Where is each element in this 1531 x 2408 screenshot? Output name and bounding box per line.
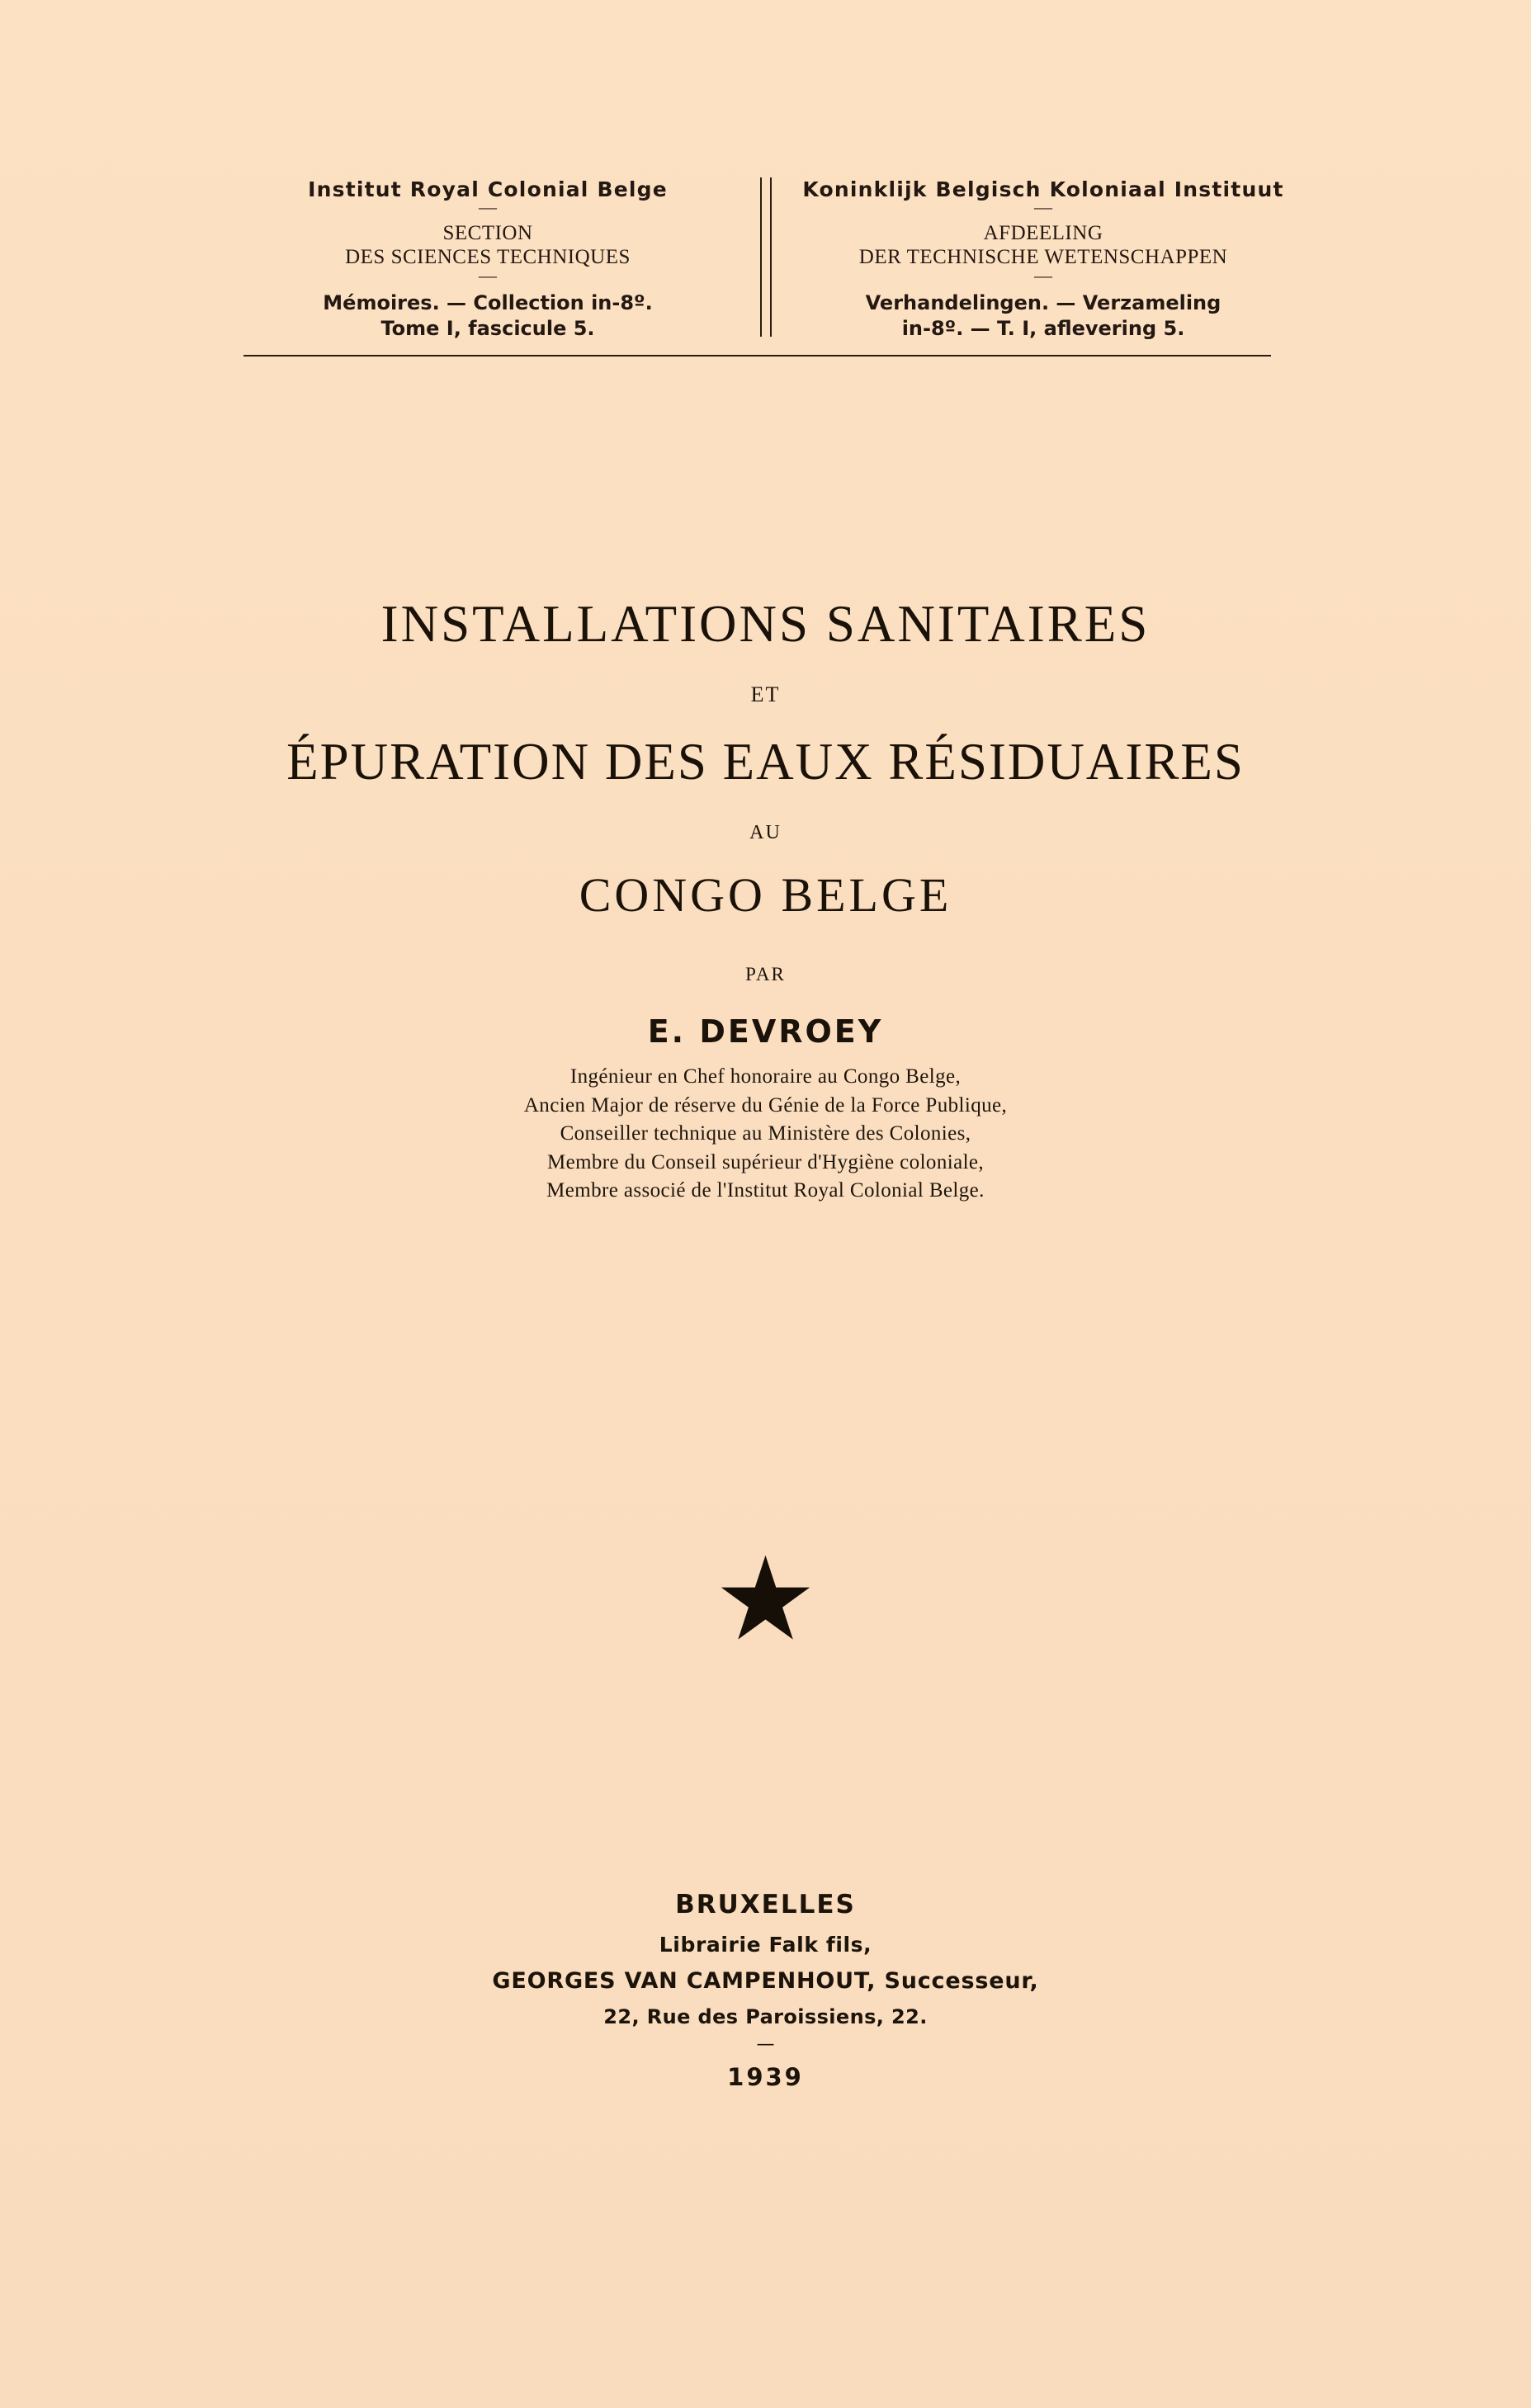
- masthead-vertical-rule: [760, 177, 772, 337]
- credential-line: Membre du Conseil supérieur d'Hygiène coloniale,: [546, 1150, 985, 1173]
- credential-line: Ingénieur en Chef honoraire au Congo Belge,: [569, 1065, 962, 1088]
- series-line1-french: Mémoires. — Collection in-8º.: [323, 290, 653, 314]
- imprint-block: [0, 1890, 1531, 2091]
- title-line-3: CONGO BELGE: [579, 868, 952, 922]
- credential-line: Conseiller technique au Ministère des Colonies,: [560, 1122, 971, 1145]
- star-icon: ★: [713, 1537, 818, 1664]
- series-line2-french: Tome I, fascicule 5.: [380, 316, 595, 340]
- section-line2-french: DES SCIENCES TECHNIQUES: [345, 245, 631, 268]
- masthead-dash2-french: —: [479, 264, 497, 286]
- title-block: [0, 594, 1531, 1206]
- title-preposition: AU: [749, 822, 782, 843]
- series-line1-dutch: Verhandelingen. — Verzameling: [865, 290, 1221, 314]
- title-conjunction: ET: [750, 682, 781, 706]
- imprint-library: Librairie Falk fils,: [659, 1933, 872, 1957]
- masthead-dash-dutch: —: [1034, 196, 1052, 217]
- imprint-address: 22, Rue des Paroissiens, 22.: [603, 2005, 928, 2028]
- series-line2-dutch: in-8º. — T. I, aflevering 5.: [901, 316, 1185, 340]
- imprint-year: 1939: [727, 2063, 804, 2091]
- masthead-horizontal-rule: [243, 355, 1271, 356]
- institute-name-dutch: Koninklijk Belgisch Koloniaal Instituut: [802, 177, 1284, 201]
- section-line1-dutch: AFDEELING: [983, 222, 1103, 244]
- institute-name-french: Institut Royal Colonial Belge: [308, 177, 668, 201]
- masthead-dash-french: —: [479, 196, 497, 217]
- masthead-columns: [235, 177, 1296, 342]
- masthead: [235, 177, 1296, 356]
- masthead-column-french: [235, 177, 740, 342]
- masthead-dash2-dutch: —: [1034, 264, 1052, 286]
- author-credentials: [0, 1063, 1531, 1206]
- author-name: E. DEVROEY: [647, 1013, 884, 1050]
- section-line1-french: SECTION: [442, 222, 533, 244]
- byline-label: PAR: [745, 964, 786, 984]
- section-line2-dutch: DER TECHNISCHE WETENSCHAPPEN: [858, 245, 1228, 268]
- title-line-1: INSTALLATIONS SANITAIRES: [380, 595, 1151, 653]
- imprint-publisher: GEORGES VAN CAMPENHOUT, Successeur,: [492, 1968, 1039, 1994]
- credential-line: Membre associé de l'Institut Royal Colonial Belge.: [546, 1179, 985, 1202]
- credential-line: Ancien Major de réserve du Génie de la Force Publique,: [523, 1093, 1008, 1117]
- ornament-block: [0, 1537, 1531, 1664]
- masthead-column-dutch: [791, 177, 1296, 342]
- title-line-2: ÉPURATION DES EAUX RÉSIDUAIRES: [286, 733, 1245, 791]
- imprint-dash: —: [756, 2034, 775, 2055]
- imprint-city: BRUXELLES: [675, 1890, 856, 1919]
